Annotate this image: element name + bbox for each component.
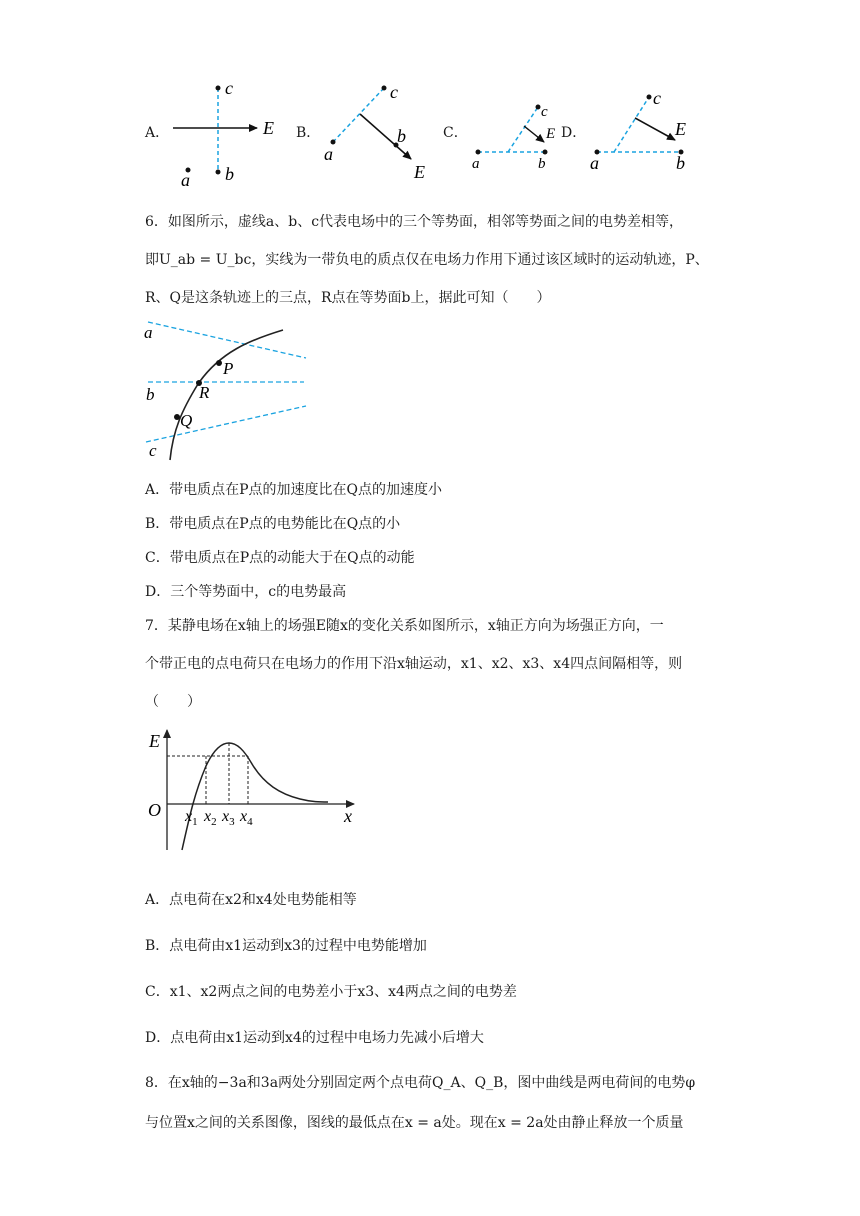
q6-option-d: D．三个等势面中，c的电势最高	[145, 584, 347, 600]
q6-option-b: B．带电质点在P点的电势能比在Q点的小	[145, 516, 401, 532]
point-c-label: c	[541, 104, 548, 120]
tick-x1-label: $x_1$	[185, 808, 198, 828]
point-c-label: c	[653, 88, 661, 108]
q5-option-c-figure	[468, 96, 563, 176]
point-c-label: c	[390, 82, 398, 102]
q8-stem-line-1: 8．在x轴的−3a和3a两处分别固定两个点电荷Q_A、Q_B，图中曲线是两电荷间的电势φ	[145, 1075, 696, 1091]
point-b-label: b	[397, 126, 406, 146]
point-q-label: Q	[180, 411, 193, 430]
field-e-label: E	[414, 162, 425, 182]
point-c-label: c	[225, 78, 233, 98]
point-b-label: b	[676, 153, 685, 173]
q7-stem-line-2: 个带正电的点电荷只在电场力的作用下沿x轴运动，x1、x2、x3、x4四点间隔相等，则	[145, 656, 683, 672]
q6-option-c: C．带电质点在P点的动能大于在Q点的动能	[145, 550, 415, 566]
q7-option-a: A．点电荷在x2和x4处电势能相等	[145, 892, 357, 908]
q7-option-c: C．x1、x2两点之间的电势差小于x3、x4两点之间的电势差	[145, 984, 517, 1000]
point-a-label: a	[472, 156, 480, 172]
q6-trajectory-figure	[140, 318, 310, 463]
equipotential-b-label: b	[146, 385, 155, 404]
q6-option-a: A．带电质点在P点的加速度比在Q点的加速度小	[145, 482, 443, 498]
q7-e-x-graph	[140, 722, 365, 854]
q5-option-a-label: A．	[145, 125, 170, 141]
q5-option-b-label: B．	[296, 125, 321, 141]
point-a-label: a	[181, 170, 190, 190]
q5-option-d-figure	[585, 82, 700, 174]
tick-x3-label: $x_3$	[222, 808, 235, 828]
axis-x-label: x	[344, 806, 352, 826]
q6-stem-line-2: 即U_ab = U_bc，实线为一带负电的质点仅在电场力作用下通过该区域时的运动轨迹，P、	[145, 252, 709, 268]
q6-stem-line-3: R、Q是这条轨迹上的三点，R点在等势面b上，据此可知（ ）	[145, 290, 551, 306]
equipotential-a-label: a	[144, 323, 153, 342]
point-b-label: b	[225, 164, 234, 184]
tick-x2-label: $x_2$	[204, 808, 217, 828]
point-r-label: R	[199, 383, 210, 402]
point-b-label: b	[538, 156, 546, 172]
point-p-label: P	[223, 359, 234, 378]
point-a-label: a	[324, 144, 333, 164]
field-e-label: E	[263, 118, 274, 138]
q8-stem-line-2: 与位置x之间的关系图像，图线的最低点在x = a处。现在x = 2a处由静止释放一个质量	[145, 1115, 684, 1131]
point-a-label: a	[590, 153, 599, 173]
q7-stem-line-3: （ ）	[145, 694, 201, 710]
q7-stem-line-1: 7．某静电场在x轴上的场强E随x的变化关系如图所示，x轴正方向为场强正方向，一	[145, 618, 664, 634]
q5-option-a-figure	[165, 76, 290, 191]
q5-option-d-label: D．	[561, 125, 587, 141]
q7-option-d: D．点电荷由x1运动到x4的过程中电场力先减小后增大	[145, 1030, 484, 1046]
axis-e-label: E	[149, 731, 160, 751]
field-e-label: E	[546, 126, 556, 142]
equipotential-c-label: c	[149, 441, 157, 460]
q6-stem-line-1: 6．如图所示，虚线a、b、c代表电场中的三个等势面，相邻等势面之间的电势差相等，	[145, 214, 684, 230]
field-e-label: E	[675, 119, 686, 139]
q5-option-c-label: C．	[443, 125, 468, 141]
q5-option-b-figure	[318, 76, 438, 186]
q7-option-b: B．点电荷由x1运动到x3的过程中电势能增加	[145, 938, 427, 954]
origin-o-label: O	[148, 800, 161, 820]
tick-x4-label: $x_4$	[240, 808, 253, 828]
